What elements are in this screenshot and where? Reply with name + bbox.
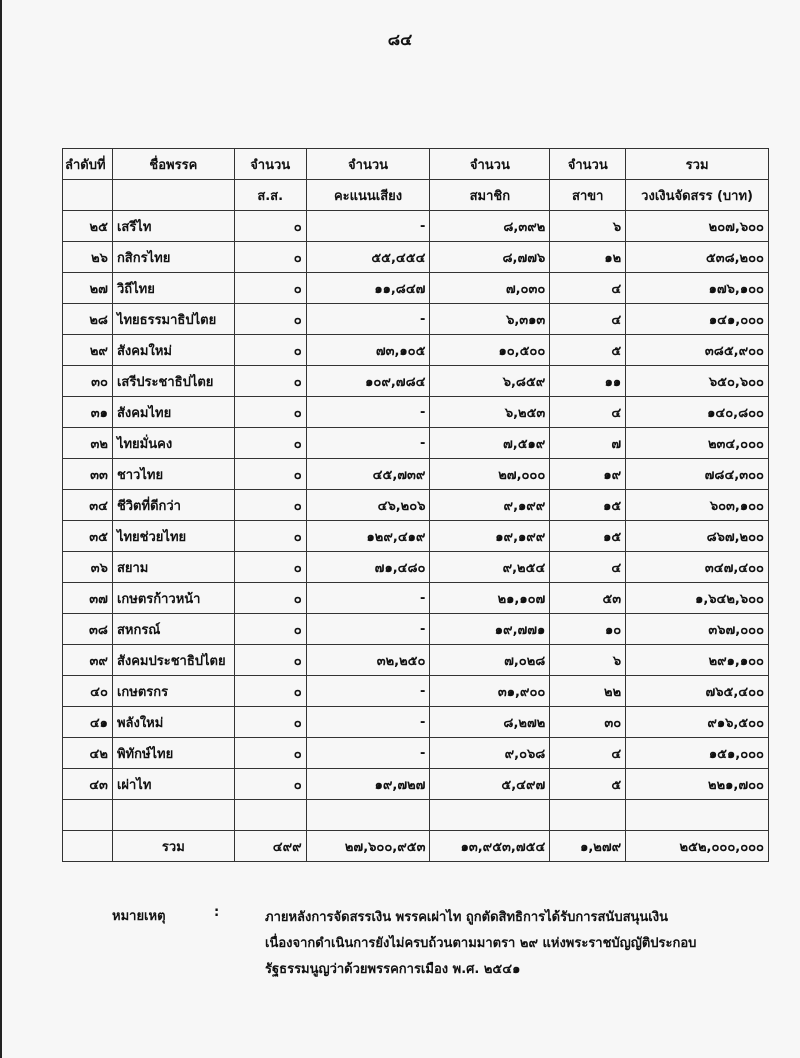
cell-branches: ๔	[550, 552, 626, 583]
cell-votes: -	[306, 676, 430, 707]
cell-branches: ๕	[550, 335, 626, 366]
cell-party: สังคมประชาธิปไตย	[112, 645, 234, 676]
cell-no: ๔๓	[63, 769, 113, 800]
total-branches: ๑,๒๗๙	[550, 831, 626, 862]
table-row	[63, 335, 769, 366]
cell-party: สังคมใหม่	[112, 335, 234, 366]
cell-members: ๖,๓๑๓	[430, 304, 550, 335]
cell-mps: ๐	[234, 769, 306, 800]
cell-no: ๓๑	[63, 397, 113, 428]
cell-members: ๖,๘๕๙	[430, 366, 550, 397]
cell-party: สหกรณ์	[112, 614, 234, 645]
table-row	[63, 769, 769, 800]
header-amount-sub: วงเงินจัดสรร (บาท)	[626, 180, 769, 211]
header-row-top	[63, 149, 769, 180]
table-row	[63, 459, 769, 490]
total-row	[63, 831, 769, 862]
cell-mps: ๐	[234, 676, 306, 707]
cell-party: เผ่าไท	[112, 769, 234, 800]
cell-no: ๒๙	[63, 335, 113, 366]
cell-amount: ๖๐๓,๑๐๐	[626, 490, 769, 521]
cell-party: กสิกรไทย	[112, 242, 234, 273]
cell-branches: ๑๙	[550, 459, 626, 490]
cell-party: ชีวิตที่ดีกว่า	[112, 490, 234, 521]
cell-mps: ๐	[234, 738, 306, 769]
cell-amount: ๙๑๖,๕๐๐	[626, 707, 769, 738]
cell-votes: -	[306, 707, 430, 738]
cell-amount: ๓๖๗,๐๐๐	[626, 614, 769, 645]
cell-mps: ๐	[234, 428, 306, 459]
total-mps: ๔๙๙	[234, 831, 306, 862]
cell-amount: ๒๙๑,๑๐๐	[626, 645, 769, 676]
cell-mps: ๐	[234, 242, 306, 273]
cell-no: ๔๐	[63, 676, 113, 707]
header-party-sub	[112, 180, 234, 211]
cell-votes: ๔๖,๒๐๖	[306, 490, 430, 521]
cell-members: ๑๐,๕๐๐	[430, 335, 550, 366]
cell-votes: ๗๑,๔๘๐	[306, 552, 430, 583]
cell-no: ๒๘	[63, 304, 113, 335]
cell-no: ๒๕	[63, 211, 113, 242]
cell-members: ๘,๒๗๒	[430, 707, 550, 738]
table-row	[63, 521, 769, 552]
cell-branches: ๗	[550, 428, 626, 459]
cell-branches: ๓๐	[550, 707, 626, 738]
cell-votes: ๑๐๙,๗๘๔	[306, 366, 430, 397]
cell-members: ๗,๐๒๘	[430, 645, 550, 676]
cell-votes: -	[306, 304, 430, 335]
cell-amount: ๑๕๑,๐๐๐	[626, 738, 769, 769]
party-funding-table	[62, 148, 769, 862]
cell-mps: ๐	[234, 459, 306, 490]
total-members: ๑๓,๙๕๓,๗๕๔	[430, 831, 550, 862]
cell-members: ๘,๗๗๖	[430, 242, 550, 273]
cell-mps: ๐	[234, 614, 306, 645]
cell-amount: ๑๔๐,๘๐๐	[626, 397, 769, 428]
cell-votes: ๗๓,๑๐๕	[306, 335, 430, 366]
table-row	[63, 583, 769, 614]
cell-votes: -	[306, 397, 430, 428]
cell-no: ๓๙	[63, 645, 113, 676]
cell-branches: ๑๕	[550, 521, 626, 552]
header-no: ลำดับที่	[63, 149, 113, 180]
table-row	[63, 676, 769, 707]
cell-branches: ๔	[550, 304, 626, 335]
empty-row	[63, 800, 769, 831]
table-row	[63, 397, 769, 428]
cell-amount: ๘๖๗,๒๐๐	[626, 521, 769, 552]
header-row-bottom	[63, 180, 769, 211]
cell-no: ๓๘	[63, 614, 113, 645]
cell-no: ๓๔	[63, 490, 113, 521]
cell-members: ๑๙,๗๗๑	[430, 614, 550, 645]
note-text	[265, 905, 745, 983]
note-line: รัฐธรรมนูญว่าด้วยพรรคการเมือง พ.ศ. ๒๕๔๑	[265, 962, 521, 977]
total-votes: ๒๗,๖๐๐,๙๕๓	[306, 831, 430, 862]
header-mps: จำนวน	[234, 149, 306, 180]
cell-mps: ๐	[234, 490, 306, 521]
cell-branches: ๕	[550, 769, 626, 800]
header-branches: จำนวน	[550, 149, 626, 180]
cell-amount: ๑๔๑,๐๐๐	[626, 304, 769, 335]
cell-mps: ๐	[234, 397, 306, 428]
cell-party: เกษตรกร	[112, 676, 234, 707]
cell-amount: ๕๓๘,๒๐๐	[626, 242, 769, 273]
cell-members: ๙,๒๕๔	[430, 552, 550, 583]
cell-party: สังคมไทย	[112, 397, 234, 428]
cell-members: ๙,๑๙๙	[430, 490, 550, 521]
cell-amount: ๒๒๑,๗๐๐	[626, 769, 769, 800]
cell-amount: ๑๗๖,๑๐๐	[626, 273, 769, 304]
cell-mps: ๐	[234, 366, 306, 397]
cell-members: ๗,๐๓๐	[430, 273, 550, 304]
header-members-sub: สมาชิก	[430, 180, 550, 211]
table-row	[63, 614, 769, 645]
cell-amount: ๗๘๔,๓๐๐	[626, 459, 769, 490]
header-no-sub	[63, 180, 113, 211]
cell-party: พลังใหม่	[112, 707, 234, 738]
cell-no: ๔๒	[63, 738, 113, 769]
cell-members: ๑๙,๑๙๙	[430, 521, 550, 552]
cell-no: ๒๖	[63, 242, 113, 273]
cell-members: ๘,๓๙๒	[430, 211, 550, 242]
cell-members: ๙,๐๖๘	[430, 738, 550, 769]
header-branches-sub: สาขา	[550, 180, 626, 211]
cell-votes: ๓๒,๒๕๐	[306, 645, 430, 676]
note-label: หมายเหตุ	[112, 909, 166, 924]
cell-party: ไทยมั่นคง	[112, 428, 234, 459]
header-members: จำนวน	[430, 149, 550, 180]
cell-votes: ๔๕,๗๓๙	[306, 459, 430, 490]
cell-branches: ๖	[550, 645, 626, 676]
cell-party: ไทยช่วยไทย	[112, 521, 234, 552]
cell-no: ๒๗	[63, 273, 113, 304]
cell-votes: -	[306, 211, 430, 242]
header-votes: จำนวน	[306, 149, 430, 180]
cell-mps: ๐	[234, 521, 306, 552]
cell-amount: ๑,๖๔๒,๖๐๐	[626, 583, 769, 614]
note-line: เนื่องจากดำเนินการยังไม่ครบถ้วนตามมาตรา ๒๙ แห่งพระราชบัญญัติประกอบ	[265, 936, 697, 951]
total-label: รวม	[112, 831, 234, 862]
header-mps-sub: ส.ส.	[234, 180, 306, 211]
cell-branches: ๒๒	[550, 676, 626, 707]
cell-branches: ๔	[550, 738, 626, 769]
cell-no: ๓๖	[63, 552, 113, 583]
cell-no: ๓๕	[63, 521, 113, 552]
cell-votes: ๑๒๙,๔๑๙	[306, 521, 430, 552]
table-row	[63, 707, 769, 738]
cell-party: เกษตรก้าวหน้า	[112, 583, 234, 614]
note-colon: :	[214, 905, 220, 920]
page-left-edge	[0, 0, 2, 1058]
cell-members: ๖,๒๕๓	[430, 397, 550, 428]
table-row	[63, 211, 769, 242]
cell-mps: ๐	[234, 335, 306, 366]
cell-members: ๒๗,๐๐๐	[430, 459, 550, 490]
cell-votes: ๕๕,๔๕๔	[306, 242, 430, 273]
cell-mps: ๐	[234, 645, 306, 676]
header-amount: รวม	[626, 149, 769, 180]
cell-party: ชาวไทย	[112, 459, 234, 490]
cell-branches: ๔	[550, 397, 626, 428]
table-row	[63, 552, 769, 583]
table-row	[63, 645, 769, 676]
header-votes-sub: คะแนนเสียง	[306, 180, 430, 211]
cell-votes: ๑๙,๗๒๗	[306, 769, 430, 800]
cell-mps: ๐	[234, 304, 306, 335]
table-row	[63, 490, 769, 521]
cell-members: ๗,๕๑๙	[430, 428, 550, 459]
cell-mps: ๐	[234, 707, 306, 738]
table-row	[63, 273, 769, 304]
cell-branches: ๕๓	[550, 583, 626, 614]
table-row	[63, 428, 769, 459]
cell-amount: ๗๖๕,๔๐๐	[626, 676, 769, 707]
cell-amount: ๒๓๔,๐๐๐	[626, 428, 769, 459]
cell-votes: -	[306, 738, 430, 769]
cell-branches: ๑๕	[550, 490, 626, 521]
cell-branches: ๖	[550, 211, 626, 242]
cell-members: ๒๑,๑๐๗	[430, 583, 550, 614]
cell-party: ไทยธรรมาธิปไตย	[112, 304, 234, 335]
total-amount: ๒๕๒,๐๐๐,๐๐๐	[626, 831, 769, 862]
header-party: ชื่อพรรค	[112, 149, 234, 180]
cell-no: ๔๑	[63, 707, 113, 738]
cell-branches: ๔	[550, 273, 626, 304]
cell-votes: -	[306, 583, 430, 614]
note-line: ภายหลังการจัดสรรเงิน พรรคเผ่าไท ถูกตัดสิทธิการได้รับการสนับสนุนเงิน	[265, 910, 668, 925]
cell-no: ๓๗	[63, 583, 113, 614]
cell-party: เสรีไท	[112, 211, 234, 242]
table-row	[63, 304, 769, 335]
table-row	[63, 738, 769, 769]
table-row	[63, 242, 769, 273]
cell-members: ๓๑,๙๐๐	[430, 676, 550, 707]
page-number: ๘๔	[387, 30, 413, 49]
cell-votes: -	[306, 614, 430, 645]
cell-no: ๓๒	[63, 428, 113, 459]
cell-amount: ๒๐๗,๖๐๐	[626, 211, 769, 242]
cell-mps: ๐	[234, 583, 306, 614]
cell-mps: ๐	[234, 552, 306, 583]
cell-branches: ๑๐	[550, 614, 626, 645]
table-row	[63, 366, 769, 397]
cell-party: เสรีประชาธิปไตย	[112, 366, 234, 397]
cell-no: ๓๐	[63, 366, 113, 397]
cell-amount: ๓๔๗,๔๐๐	[626, 552, 769, 583]
cell-party: สยาม	[112, 552, 234, 583]
cell-branches: ๑๑	[550, 366, 626, 397]
cell-no: ๓๓	[63, 459, 113, 490]
cell-mps: ๐	[234, 273, 306, 304]
cell-amount: ๓๘๕,๙๐๐	[626, 335, 769, 366]
cell-amount: ๖๕๐,๖๐๐	[626, 366, 769, 397]
cell-members: ๕,๔๙๗	[430, 769, 550, 800]
cell-party: วิถีไทย	[112, 273, 234, 304]
cell-votes: ๑๑,๘๔๗	[306, 273, 430, 304]
cell-votes: -	[306, 428, 430, 459]
cell-mps: ๐	[234, 211, 306, 242]
cell-branches: ๑๒	[550, 242, 626, 273]
cell-party: พิทักษ์ไทย	[112, 738, 234, 769]
